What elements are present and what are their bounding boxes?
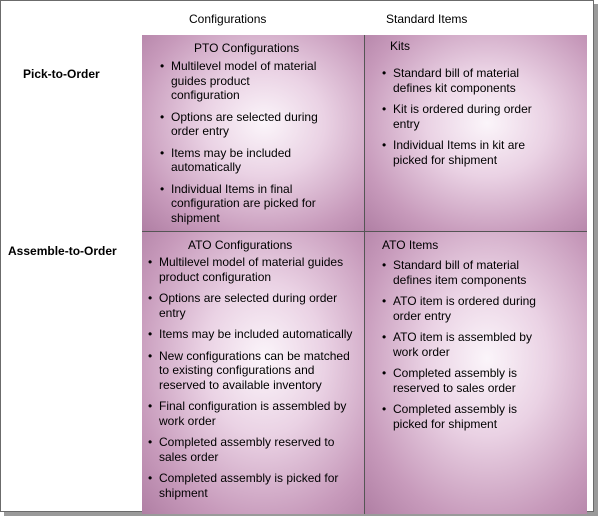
cell-pto-configurations (142, 35, 364, 231)
bullet-item: • Individual Items in kit are picked for shipment (382, 138, 552, 167)
bullet-item: • Multilevel model of material guides product configuration (148, 255, 360, 284)
column-header-configurations: Configurations (189, 12, 267, 26)
bullet-list-ato-items (382, 258, 552, 438)
cell-ato-items (365, 232, 587, 514)
cell-title-ato-configurations: ATO Configurations (188, 238, 293, 252)
column-header-standard-items: Standard Items (386, 12, 468, 26)
cell-ato-configurations (142, 232, 364, 514)
row-header-pick-to-order: Pick-to-Order (23, 67, 100, 81)
grid-divider-vertical (364, 35, 365, 514)
bullet-item: • Multilevel model of material guides product configuration (160, 59, 320, 103)
bullet-item: • Options are selected during order entry (148, 291, 360, 320)
bullet-list-pto-configurations (160, 59, 320, 231)
bullet-item: • Standard bill of material defines kit components (382, 66, 552, 95)
row-header-assemble-to-order: Assemble-to-Order (8, 244, 117, 258)
bullet-item: • Items may be included automatically (160, 146, 320, 175)
bullet-item: • Items may be included automatically (148, 327, 360, 342)
bullet-item: • Individual Items in final configuration are picked for shipment (160, 182, 320, 226)
bullet-item: • ATO item is ordered during order entry (382, 294, 552, 323)
bullet-list-kits (382, 66, 552, 174)
bullet-item: • ATO item is assembled by work order (382, 330, 552, 359)
bullet-item: • Options are selected during order entry (160, 110, 320, 139)
grid-divider-horizontal (142, 231, 587, 232)
bullet-item: • Completed assembly is picked for shipment (382, 402, 552, 431)
bullet-item: • Kit is ordered during order entry (382, 102, 552, 131)
cell-title-pto-configurations: PTO Configurations (194, 41, 300, 55)
matrix-grid (142, 35, 587, 514)
bullet-item: • Completed assembly is picked for shipment (148, 471, 360, 500)
cell-kits (365, 35, 587, 231)
cell-title-ato-items: ATO Items (382, 238, 439, 252)
bullet-item: • Final configuration is assembled by work order (148, 399, 360, 428)
bullet-item: • Completed assembly is reserved to sales order (382, 366, 552, 395)
bullet-item: • Standard bill of material defines item components (382, 258, 552, 287)
bullet-item: • New configurations can be matched to existing configurations and reserved to available inventory (148, 349, 360, 393)
cell-title-kits: Kits (390, 39, 411, 53)
bullet-list-ato-configurations (148, 255, 360, 507)
bullet-item: • Completed assembly reserved to sales order (148, 435, 360, 464)
